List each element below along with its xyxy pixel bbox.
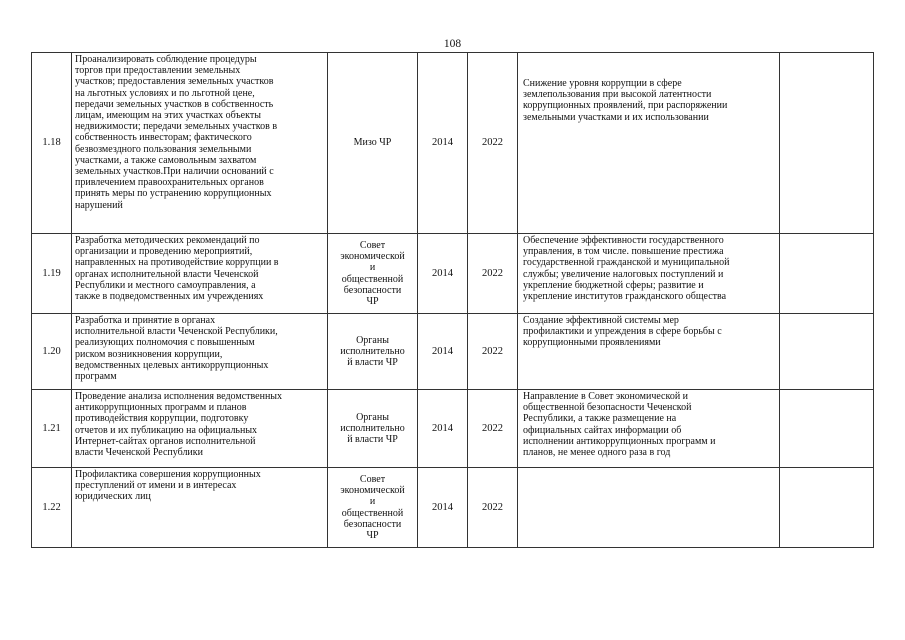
row-number: 1.18 bbox=[32, 53, 72, 234]
result-line: Снижение уровня коррупции в сфере bbox=[523, 78, 682, 89]
expected-result bbox=[518, 314, 780, 390]
executor-line: и bbox=[369, 262, 376, 274]
expected-result-text bbox=[523, 315, 776, 349]
expected-result-text bbox=[523, 235, 776, 302]
measures-table bbox=[31, 52, 874, 548]
description-line: юридических лиц bbox=[75, 491, 151, 503]
description-line: риском возникновения коррупции, bbox=[75, 348, 223, 360]
result-line: Направление в Совет экономической и bbox=[523, 391, 689, 402]
executor-line: ЧР bbox=[366, 529, 379, 541]
executor-line: ЧР bbox=[366, 295, 379, 307]
end-year: 2022 bbox=[468, 314, 518, 390]
executor-line: Органы bbox=[356, 411, 389, 423]
description-line: принять меры по устранению коррупционных bbox=[75, 188, 272, 200]
executor-line: общественной bbox=[341, 507, 404, 519]
executor bbox=[328, 234, 418, 314]
executor bbox=[328, 468, 418, 548]
description-line: собственность инвесторам; фактического bbox=[75, 132, 252, 144]
result-line: Обеспечение эффективности государственного bbox=[523, 235, 724, 246]
table-row bbox=[32, 390, 874, 468]
description-line: Проанализировать соблюдение процедуры bbox=[75, 54, 257, 65]
description-line: безвозмездного пользования земельными bbox=[75, 143, 252, 155]
expected-result bbox=[518, 234, 780, 314]
description-line: участками, а также самовольным захватом bbox=[75, 154, 257, 166]
note-cell bbox=[780, 53, 874, 234]
expected-result bbox=[518, 53, 780, 234]
description-line: преступлений от имени и в интересах bbox=[75, 480, 237, 492]
description-line: Интернет-сайтах органов исполнительной bbox=[75, 435, 256, 447]
result-line: исполнении антикоррупционных программ и bbox=[523, 435, 716, 447]
executor-line: Мизо ЧР bbox=[353, 137, 392, 149]
table-row bbox=[32, 234, 874, 314]
executor-line: экономической bbox=[340, 251, 405, 263]
description-line: ведомственных целевых антикоррупционных bbox=[75, 359, 269, 371]
description-line: власти Чеченской Республики bbox=[75, 447, 203, 459]
start-year: 2014 bbox=[418, 53, 468, 234]
expected-result bbox=[518, 390, 780, 468]
measure-description bbox=[72, 390, 328, 468]
start-year: 2014 bbox=[418, 234, 468, 314]
executor-line: й власти ЧР bbox=[347, 357, 398, 369]
description-line: органах исполнительной власти Чеченской bbox=[75, 268, 259, 280]
measure-description bbox=[72, 234, 328, 314]
description-line: организации и проведению мероприятий, bbox=[75, 246, 253, 258]
executor-line: Органы bbox=[356, 334, 389, 346]
executor-line: Совет bbox=[359, 239, 386, 251]
row-number: 1.21 bbox=[32, 390, 72, 468]
executor-line: исполнительно bbox=[340, 422, 405, 434]
description-line: Республики и местного самоуправления, а bbox=[75, 279, 256, 291]
table-row bbox=[32, 314, 874, 390]
start-year: 2014 bbox=[418, 314, 468, 390]
result-line: землепользования при высокой латентности bbox=[523, 89, 712, 101]
row-number: 1.20 bbox=[32, 314, 72, 390]
note-cell bbox=[780, 390, 874, 468]
result-line: общественной безопасности Чеченской bbox=[523, 402, 692, 414]
executor-line: экономической bbox=[340, 485, 405, 497]
executor bbox=[328, 314, 418, 390]
description-line: Проведение анализа исполнения ведомственных bbox=[75, 391, 283, 402]
executor bbox=[328, 53, 418, 234]
result-line: земельными участками и их использовании bbox=[523, 111, 709, 123]
note-cell bbox=[780, 234, 874, 314]
executor-line: безопасности bbox=[343, 284, 402, 296]
description-line: участков; предоставления земельных участков bbox=[75, 76, 274, 88]
result-line: укрепление институтов гражданского общества bbox=[523, 291, 727, 303]
start-year: 2014 bbox=[418, 390, 468, 468]
result-line: профилактики и упреждения в сфере борьбы с bbox=[523, 326, 722, 338]
end-year: 2022 bbox=[468, 468, 518, 548]
description-line: недвижимости; передачи земельных участков в bbox=[75, 121, 278, 133]
description-line: передачи земельных участков в собственность bbox=[75, 98, 274, 110]
description-line: Разработка методических рекомендаций по bbox=[75, 235, 260, 246]
description-line: направленных на противодействие коррупции в bbox=[75, 257, 279, 269]
measure-description bbox=[72, 53, 328, 234]
description-line: земельных участков.При наличии оснований с bbox=[75, 166, 274, 178]
table-row bbox=[32, 468, 874, 548]
result-line: укрепление бюджетной сферы; развитие и bbox=[523, 279, 704, 291]
executor-line: безопасности bbox=[343, 518, 402, 530]
description-line: Разработка и принятие в органах bbox=[75, 315, 216, 326]
description-line: антикоррупционных программ и планов bbox=[75, 402, 247, 414]
expected-result-text bbox=[523, 391, 776, 458]
executor-line: исполнительно bbox=[340, 345, 405, 357]
measure-description bbox=[72, 314, 328, 390]
executor-line: й власти ЧР bbox=[347, 434, 398, 446]
row-number: 1.22 bbox=[32, 468, 72, 548]
description-line: торгов при предоставлении земельных bbox=[75, 65, 241, 77]
table-row bbox=[32, 53, 874, 234]
end-year: 2022 bbox=[468, 390, 518, 468]
note-cell bbox=[780, 468, 874, 548]
result-line: планов, не менее одного раза в год bbox=[523, 447, 671, 459]
description-line: программ bbox=[75, 371, 117, 383]
result-line: государственной гражданской и муниципальной bbox=[523, 257, 730, 269]
executor-line: общественной bbox=[341, 273, 404, 285]
result-line: Создание эффективной системы мер bbox=[523, 315, 679, 326]
executor-line: Совет bbox=[359, 473, 386, 485]
description-line: лицам, имеющим на этих участках объекты bbox=[75, 110, 261, 122]
result-line: службы; увеличение налоговых поступлений и bbox=[523, 268, 724, 280]
description-line: реализующих полномочия с повышенным bbox=[75, 337, 255, 349]
result-line: Республики, а также размещение на bbox=[523, 413, 677, 425]
description-line: противодействия коррупции, подготовку bbox=[75, 413, 249, 425]
note-cell bbox=[780, 314, 874, 390]
description-line: исполнительной власти Чеченской Республики, bbox=[75, 326, 278, 338]
description-line: привлечением правоохранительных органов bbox=[75, 177, 264, 189]
executor-line: и bbox=[369, 496, 376, 508]
description-line: нарушений bbox=[75, 199, 123, 211]
expected-result bbox=[518, 468, 780, 548]
result-line: официальных сайтах информации об bbox=[523, 424, 682, 436]
end-year: 2022 bbox=[468, 234, 518, 314]
executor bbox=[328, 390, 418, 468]
description-line: Профилактика совершения коррупционных bbox=[75, 469, 261, 480]
row-number: 1.19 bbox=[32, 234, 72, 314]
result-line: управления, в том числе. повышение престижа bbox=[523, 246, 724, 258]
result-line: коррупционными проявлениями bbox=[523, 337, 661, 349]
description-line: на льготных условиях и по льготной цене, bbox=[75, 87, 255, 99]
description-line: отчетов и их публикацию на официальных bbox=[75, 424, 258, 436]
expected-result-text bbox=[523, 54, 776, 123]
description-line: также в подведомственных им учреждениях bbox=[75, 291, 264, 303]
start-year: 2014 bbox=[418, 468, 468, 548]
result-line: коррупционных проявлений, при распоряжении bbox=[523, 100, 728, 112]
page-number: 108 bbox=[443, 38, 462, 50]
end-year: 2022 bbox=[468, 53, 518, 234]
measure-description bbox=[72, 468, 328, 548]
